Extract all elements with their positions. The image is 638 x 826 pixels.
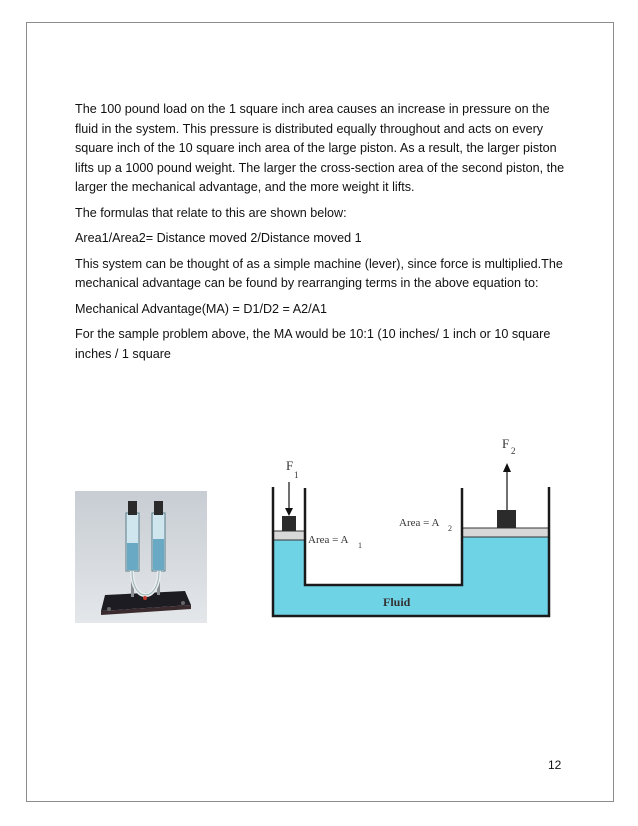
area2-subscript: 2 — [448, 524, 452, 533]
paragraph-sample-problem: For the sample problem above, the MA would be 10:1 (10 inches/ 1 inch or 10 square inches / 1 square — [75, 327, 551, 361]
large-piston — [462, 528, 549, 537]
fluid-label: Fluid — [383, 595, 411, 609]
paragraph-pressure-explanation: The 100 pound load on the 1 square inch area causes an increase in pressure on the fluid in the system. This pressure is distributed equally throughout and acts on every square inch of the 10 square inch area of the large piston. As a result, the larger piston lifts up a 1000 pound weight. The larger the cross-section area of the second piston, the larger the mechanical advantage, and the more weight it lifts. — [75, 102, 565, 194]
body-text — [75, 100, 570, 370]
large-weight — [497, 510, 516, 528]
paragraph-ma-formula: Mechanical Advantage(MA) = D1/D2 = A2/A1 — [75, 301, 328, 316]
f1-subscript: 1 — [294, 470, 299, 480]
small-piston — [273, 531, 305, 540]
f2-subscript: 2 — [511, 446, 516, 456]
f1-arrow — [285, 508, 293, 516]
paragraph-lever-explanation: This system can be thought of as a simple machine (lever), since force is multiplied.The mechanical advantage can be found by rearranging terms in the above equation to: — [75, 256, 563, 290]
small-weight — [282, 516, 296, 531]
f2-label: F — [502, 436, 510, 451]
f2-arrow — [503, 463, 511, 472]
f1-label: F — [286, 458, 294, 473]
area2-label: Area = A — [399, 517, 440, 529]
paragraph-formulas-intro: The formulas that relate to this are shown below: — [75, 205, 347, 220]
paragraph-area-formula: Area1/Area2= Distance moved 2/Distance moved 1 — [75, 231, 362, 245]
hydraulic-press-diagram — [266, 430, 556, 625]
area1-label: Area = A — [308, 534, 349, 546]
fluid-region — [273, 537, 549, 615]
page-number: 12 — [548, 758, 562, 772]
area1-subscript: 1 — [358, 541, 362, 550]
hydraulic-apparatus-photo — [75, 491, 207, 623]
